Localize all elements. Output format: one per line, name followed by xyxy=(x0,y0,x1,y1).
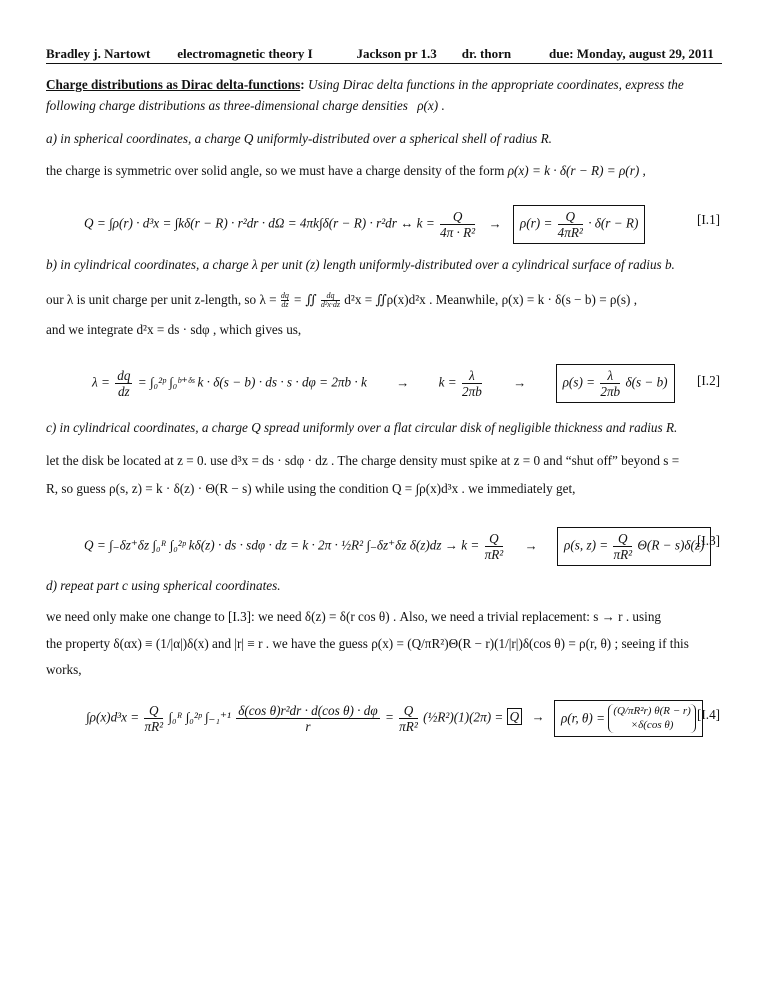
part-a-prompt: a) in spherical coordinates, a charge Q uniformly-distributed over a spherical shell of radius R. xyxy=(46,131,552,146)
equation-I1: Q = ∫ρ(r) · d³x = ∫kδ(r − R) · r²dr · dΩ = 4πk∫δ(r − R) · r²dr ↔ k = $\frac{Q}{\text{4π · R²}}$ → ρ(r) = $\frac{Q}{\text{4πR²}}$ · δ(r − R) xyxy=(84,205,645,244)
tag-I1: [I.1] xyxy=(697,212,721,227)
eq-I1-result-box: ρ(r) = $\frac{Q}{\text{4πR²}}$ · δ(r − R) xyxy=(513,205,645,244)
part-b-prompt: b) in cylindrical coordinates, a charge λ per unit (z) length uniformly-distributed over a cylindrical surface of radius b. xyxy=(46,257,675,272)
part-a-form: ρ(x) = k · δ(r − R) = ρ(r) , xyxy=(507,163,646,178)
equation-I3: Q = ∫₋δz⁺δz ∫₀ᴿ ∫₀²ᵖ kδ(z) · ds · sdφ · dz = k · 2π · ½R² ∫₋δz⁺δz δ(z)dz → k = $\frac{Q}{\text{πR²}}$ → ρ(s, z) = $\frac{Q}{\text{πR²}}$ Θ(R − s)δ(z) xyxy=(84,527,711,566)
rho-x-symbol: ρ(x) xyxy=(417,98,439,113)
part-c-line-1: let the disk be located at z = 0. use d³x = ds · sdφ · dz . The charge density must spike at z = 0 and “shut off” beyond s = xyxy=(46,453,680,468)
part-d-prompt: d) repeat part c using spherical coordinates. xyxy=(46,578,281,593)
tag-I3: [I.3] xyxy=(697,533,721,548)
eq-I1-left: Q = ∫ρ(r) · d³x = ∫kδ(r − R) · r²dr · dΩ = 4πk∫δ(r − R) · r²dr ↔ k = xyxy=(84,215,435,231)
part-b-line-1: our λ is unit charge per unit z-length, so λ = $\frac{dq}{dz}$ = ∬ $\frac{dq}{\text{d²x·dz}}$ d²x = ∬ρ(x)d²x . Meanwhile, ρ(x) = k · δ(s − b) = ρ(s) , xyxy=(46,291,638,310)
intro-line-1: Charge distributions as Dirac delta-functions: Using Dirac delta functions in the appropriate coordinates, express the xyxy=(46,77,684,92)
page-header xyxy=(46,46,722,64)
header-author: Bradley j. Nartowt xyxy=(46,46,151,61)
equation-I4: ∫ρ(x)d³x = $\frac{Q}{\text{πR²}}$ ∫₀ᴿ ∫₀²ᵖ ∫₋₁⁺¹ $\frac{\text{δ(cos θ)r²dr · d(cos θ) · dφ}}{r}$ = $\frac{Q}{\text{πR²}}$ (½R²)(1)(2π) = Q → ρ(r, θ) = (Q/πR²r) θ(R − r) ×δ(cos θ) xyxy=(86,700,703,737)
equation-I2: λ = $\frac{dq}{dz}$ = ∫₀²ᵖ ∫₀ᵇ⁺ᵟˢ k · δ(s − b) · ds · s · dφ = 2πb · k → k = $\frac{\lambda}{2\pi b}$ → ρ(s) = $\frac{\lambda}{2\pi b}$ δ(s − b) xyxy=(92,364,675,403)
part-d-line-2: the property δ(αx) ≡ (1/|α|)δ(x) and |r| ≡ r . we have the guess ρ(x) = (Q/πR²)Θ(R − r)(1/|r|)δ(cos θ) = ρ(r, θ) ; seeing if this xyxy=(46,636,689,651)
header-problem: Jackson pr 1.3 xyxy=(356,46,437,61)
eq-I3-result-box: ρ(s, z) = $\frac{Q}{\text{πR²}}$ Θ(R − s)δ(z) xyxy=(557,527,711,566)
intro-line-2: following charge distributions as three-dimensional charge densities ρ(x) . xyxy=(46,98,445,113)
tag-I2: [I.2] xyxy=(697,373,721,388)
part-d-line-1: we need only make one change to [I.3]: we need δ(z) = δ(r cos θ) . Also, we need a trivial replacement: s → r . using xyxy=(46,609,662,624)
header-due: due: Monday, august 29, 2011 xyxy=(549,46,714,61)
eq-I1-k-frac: $\frac{Q}{\text{4π · R²}}$ xyxy=(440,209,476,241)
eq-I4-result-box: ρ(r, θ) = (Q/πR²r) θ(R − r) ×δ(cos θ) xyxy=(554,700,703,737)
part-d-line-3: works, xyxy=(46,662,82,677)
part-b-line-2: and we integrate d²x = ds · sdφ , which gives us, xyxy=(46,322,302,337)
header-course: electromagnetic theory I xyxy=(177,46,313,61)
header-instructor: dr. thorn xyxy=(461,46,512,61)
eq-I4-Q-box: Q xyxy=(507,708,523,725)
intro-text-1: Using Dirac delta functions in the appropriate coordinates, express the xyxy=(307,77,684,92)
part-c-line-2: R, so guess ρ(s, z) = k · δ(z) · Θ(R − s) while using the condition Q = ∫ρ(x)d³x . we immediately get, xyxy=(46,481,576,496)
eq-I2-result-box: ρ(s) = $\frac{\lambda}{2\pi b}$ δ(s − b) xyxy=(556,364,675,403)
tag-I4: [I.4] xyxy=(697,707,721,722)
intro-title: Charge distributions as Dirac delta-functions xyxy=(46,77,301,92)
part-c-prompt: c) in cylindrical coordinates, a charge Q spread uniformly over a flat circular disk of negligible thickness and radius R. xyxy=(46,420,678,435)
part-a-text: the charge is symmetric over solid angle, so we must have a charge density of the form ρ(x) = k · δ(r − R) = ρ(r) , xyxy=(46,163,646,178)
